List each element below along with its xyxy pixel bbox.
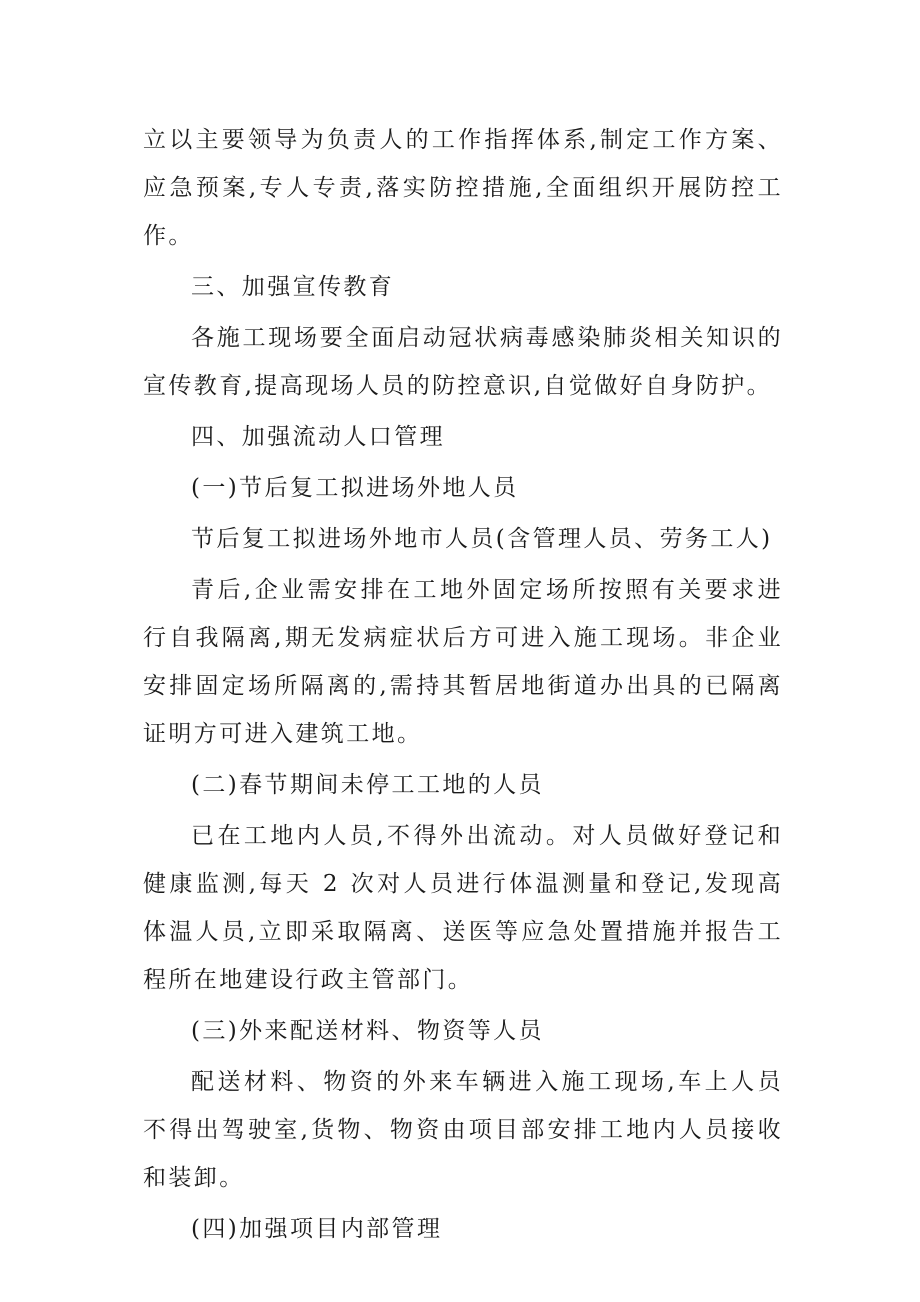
subheading-internal-management: (四)加强项目内部管理 <box>191 1216 443 1242</box>
paragraph-publicity: 各施工现场要全面启动冠状病毒感染肺炎相关知识的宣传教育,提高现场人员的防控意识,自觉做好自身防护。 <box>143 325 783 399</box>
paragraph-returning-workers: 节后复工拟进场外地市人员(含管理人员、劳务工人) <box>191 526 773 552</box>
section-heading-mobile-population: 四、加强流动人口管理 <box>191 424 445 450</box>
paragraph-continuation: 立以主要领导为负责人的工作指挥体系,制定工作方案、应急预案,专人专责,落实防控措施,全面组织开展防控工作。 <box>143 127 783 249</box>
document-body <box>143 116 783 1256</box>
subheading-delivery-personnel: (三)外来配送材料、物资等人员 <box>191 1018 544 1044</box>
paragraph-delivery-personnel: 配送材料、物资的外来车辆进入施工现场,车上人员不得出驾驶室,货物、物资由项目部安排工地内人员接收和装卸。 <box>143 1069 783 1191</box>
section-heading-publicity: 三、加强宣传教育 <box>191 274 395 300</box>
subheading-onsite-workers: (二)春节期间未停工工地的人员 <box>191 772 544 798</box>
subheading-returning-workers: (一)节后复工拟进场外地人员 <box>191 475 519 501</box>
paragraph-isolation: 青后,企业需安排在工地外固定场所按照有关要求进行自我隔离,期无发病症状后方可进入施工现场。非企业安排固定场所隔离的,需持其暂居地街道办出具的已隔离证明方可进入建筑工地。 <box>143 577 783 747</box>
paragraph-onsite-workers: 已在工地内人员,不得外出流动。对人员做好登记和健康监测,每天 2 次对人员进行体温测量和登记,发现高体温人员,立即采取隔离、送医等应急处置措施并报告工程所在地建设行政主管部门。 <box>143 823 783 993</box>
